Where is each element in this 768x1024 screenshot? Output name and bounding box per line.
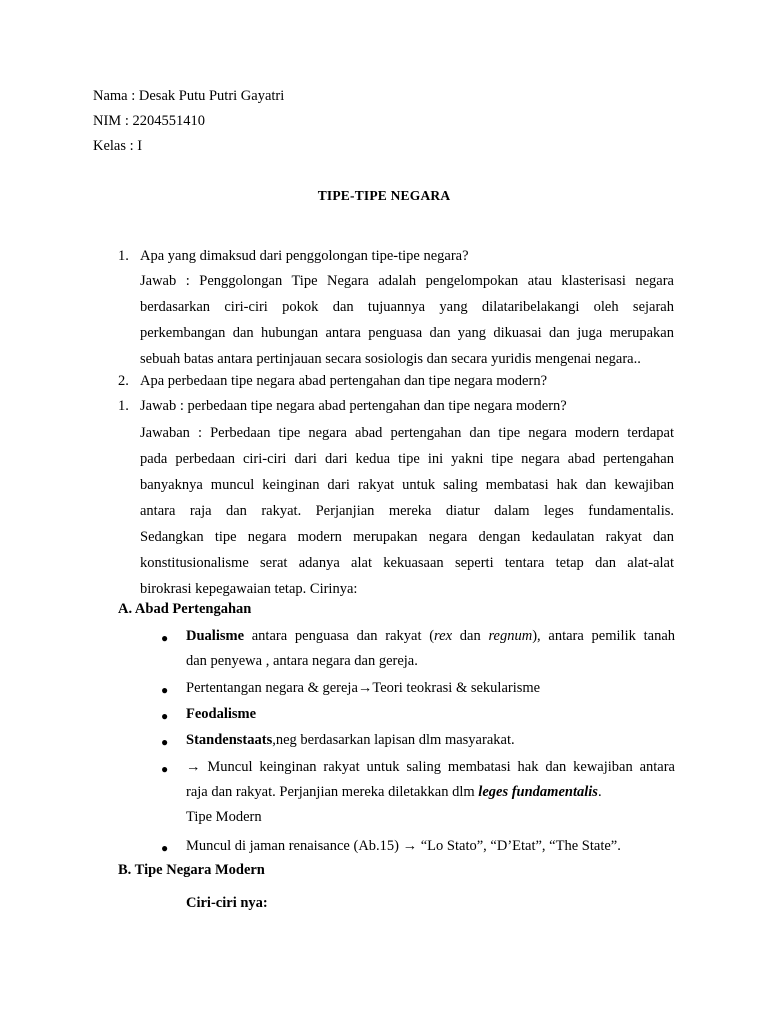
bullet-muncul-keinginan <box>186 755 675 830</box>
bold-term: Dualisme <box>186 628 244 644</box>
bold-italic-term: leges fundamentalis <box>478 784 598 800</box>
answer-2-line: konstitusionalisme serat adanya alat kekuasaan seperti tentara tetap dan alat-alat <box>140 555 674 571</box>
student-name: Nama : Desak Putu Putri Gayatri <box>93 88 285 104</box>
bullet-dualisme <box>186 624 675 674</box>
ciri-ciri-subheading: Ciri-ciri nya: <box>186 895 268 911</box>
question-1: Apa yang dimaksud dari penggolongan tipe-tipe negara? <box>140 248 469 264</box>
bullet-feodalisme <box>186 702 675 727</box>
answer-2-heading: Jawab : perbedaan tipe negara abad pertengahan dan tipe negara modern? <box>140 398 567 414</box>
text-span: “Lo Stato”, “D’Etat”, “The State”. <box>417 838 621 854</box>
bullet-pertentangan <box>186 676 675 701</box>
text-span: antara penguasa dan rakyat ( <box>244 628 435 644</box>
answer-2-line: Sedangkan tipe negara modern merupakan negara dengan kedaulatan rakyat dan <box>140 529 674 545</box>
bullet-icon: ● <box>161 631 169 645</box>
list-number: 2. <box>118 373 129 389</box>
text-span: ), antara pemilik tanah <box>532 628 675 644</box>
bullet-line <box>186 755 675 780</box>
bullet-standenstaats <box>186 728 675 753</box>
answer-2-line: antara raja dan rakyat. Perjanjian mereka diatur dalam leges fundamentalis. <box>140 503 674 519</box>
arrow-icon: → <box>357 680 373 696</box>
question-2: Apa perbedaan tipe negara abad pertengahan dan tipe negara modern? <box>140 373 547 389</box>
text-span: Muncul di jaman renaisance (Ab.15) <box>186 838 403 854</box>
document-title: TIPE-TIPE NEGARA <box>317 188 451 203</box>
bullet-line: dan penyewa , antara negara dan gereja. <box>186 653 418 669</box>
italic-term: regnum <box>488 628 533 644</box>
answer-2-line: birokrasi kepegawaian tetap. Cirinya: <box>140 581 358 597</box>
student-nim: NIM : 2204551410 <box>93 113 205 129</box>
text-span: . <box>597 784 602 800</box>
arrow-icon: → <box>402 838 418 854</box>
text-span: ,neg berdasarkan lapisan dlm masyarakat. <box>272 732 515 748</box>
bullet-icon: ● <box>161 709 169 723</box>
answer-1 <box>140 268 674 372</box>
bold-term: Feodalisme <box>186 706 257 722</box>
bullet-line: Tipe Modern <box>186 809 262 825</box>
answer-2-line: Jawaban : Perbedaan tipe negara abad pertengahan dan tipe negara modern terdapat <box>140 425 674 441</box>
bold-term: Standenstaats <box>186 732 273 748</box>
bullet-icon: ● <box>161 683 169 697</box>
bullet-icon: ● <box>161 841 169 855</box>
bullet-icon: ● <box>161 735 169 749</box>
section-b-heading: B. Tipe Negara Modern <box>118 862 265 878</box>
bullet-line <box>186 780 675 805</box>
italic-term: rex <box>434 628 453 644</box>
list-number: 1. <box>118 248 129 264</box>
text-span: Pertentangan negara & gereja <box>186 680 358 696</box>
arrow-icon: → <box>186 759 201 775</box>
text-span: raja dan rakyat. Perjanjian mereka diletakkan dlm <box>186 784 479 800</box>
answer-2-line: pada perbedaan ciri-ciri dari dari kedua tipe ini yakni tipe negara abad pertengahan <box>140 451 674 467</box>
bullet-renaisance <box>186 834 675 859</box>
list-number: 1. <box>118 398 129 414</box>
answer-1-line: berdasarkan ciri-ciri pokok dan tujuannya yang dilataribelakangi oleh sejarah <box>140 299 674 315</box>
text-span: dan <box>452 628 489 644</box>
text-span: Teori teokrasi & sekularisme <box>372 680 541 696</box>
answer-1-line: Jawab : Penggolongan Tipe Negara adalah pengelompokan atau klasterisasi negara <box>140 273 674 289</box>
bullet-icon: ● <box>161 762 169 776</box>
answer-2-line: banyaknya muncul keinginan dari rakyat untuk saling membatasi hak dan kewajiban <box>140 477 674 493</box>
bullet-line <box>186 624 675 649</box>
student-class: Kelas : I <box>93 138 143 154</box>
text-span: Muncul keinginan rakyat untuk saling membatasi hak dan kewajiban antara <box>200 759 675 775</box>
answer-1-line: sebuah batas antara pertinjauan secara sosiologis dan secara yuridis mengenai negara.. <box>140 351 641 367</box>
answer-2 <box>140 420 674 602</box>
section-a-heading: A. Abad Pertengahan <box>118 601 252 617</box>
answer-1-line: perkembangan dan hubungan antara penguasa dan yang dikuasai dan juga merupakan <box>140 325 674 341</box>
